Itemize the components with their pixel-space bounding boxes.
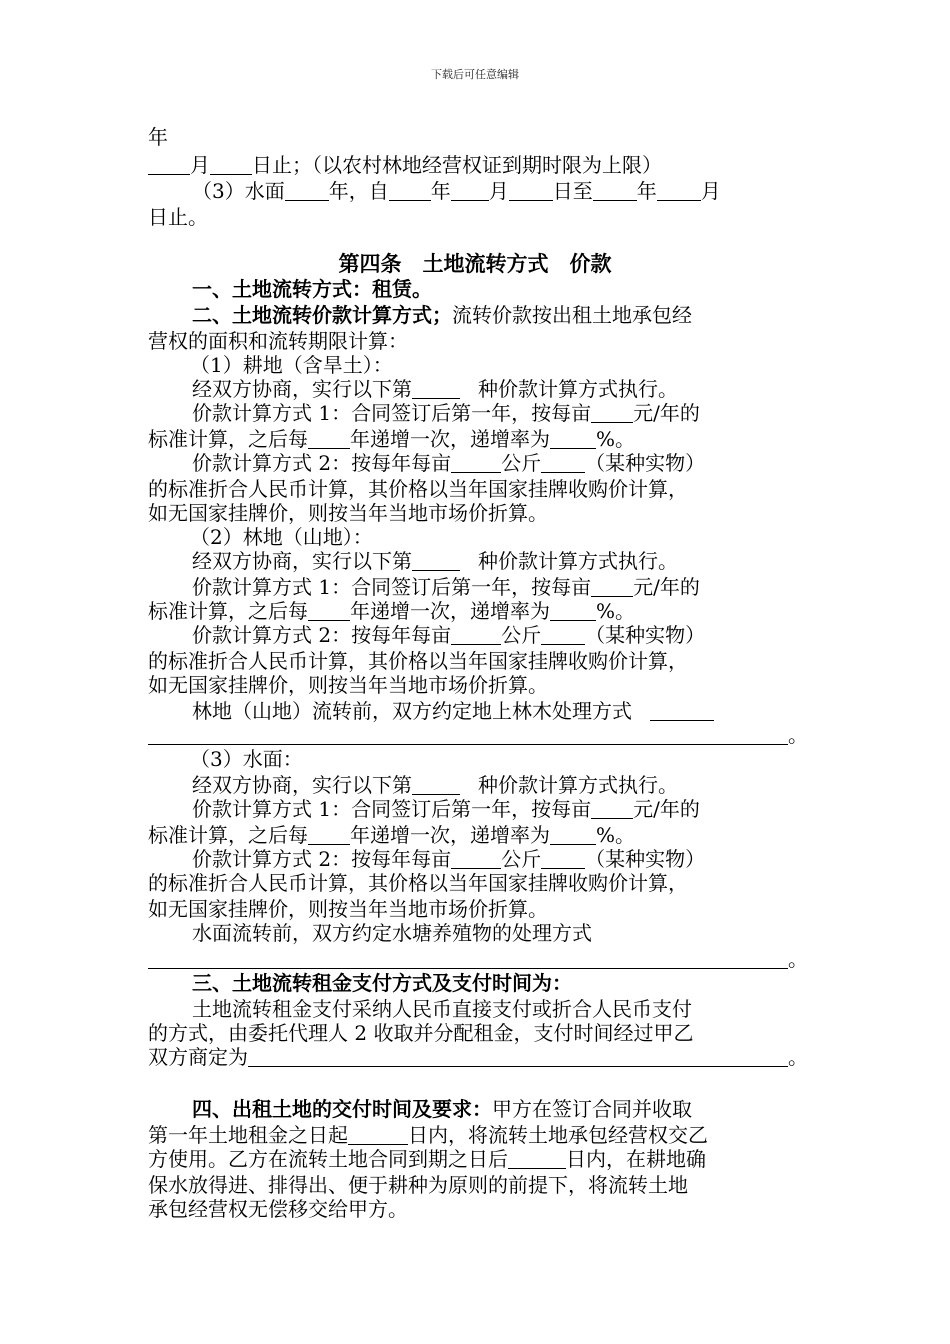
text-line <box>192 302 692 328</box>
text: 种价款计算方式执行。 <box>478 773 678 797</box>
text: 经双方协商，实行以下第 <box>192 773 412 797</box>
subsection-heading: （3）水面： <box>190 747 303 771</box>
text-line <box>192 574 700 600</box>
text-line <box>192 796 700 822</box>
text-line <box>192 450 705 476</box>
text-line: 的方式，由委托代理人 2 收取并分配租金，支付时间经过甲乙 <box>148 1021 694 1045</box>
text-line <box>192 622 705 648</box>
text-line <box>192 1096 692 1122</box>
section-heading: 一、土地流转方式：租赁。 <box>192 277 432 301</box>
text-line <box>148 204 208 230</box>
text-line <box>148 822 635 848</box>
text: 方使用。乙方在流转土地合同到期之日后 <box>148 1147 508 1171</box>
text: 价款计算方式 1：合同签订后第一年，按每亩 <box>192 401 592 425</box>
section-heading: 二、土地流转价款计算方式； <box>192 303 452 327</box>
text-line: 承包经营权无偿移交给甲方。 <box>148 1197 408 1221</box>
blank-line <box>541 848 585 869</box>
text-line: 如无国家挂牌价，则按当年当地市场价折算。 <box>148 897 548 921</box>
text-line <box>148 722 808 748</box>
text-line <box>148 946 808 972</box>
text: 日至 <box>552 179 593 203</box>
blank-line <box>541 452 585 473</box>
text: 第一年土地租金之日起 <box>148 1123 348 1147</box>
blank-line <box>412 550 460 571</box>
blank-line <box>650 700 714 721</box>
text-line <box>192 178 721 204</box>
text: 元/年的 <box>633 401 700 425</box>
text-line: 营权的面积和流转期限计算： <box>148 329 408 353</box>
blank-line <box>591 798 633 819</box>
text: 日内，将流转土地承包经营权交乙 <box>408 1123 708 1147</box>
text-line: 如无国家挂牌价，则按当年当地市场价折算。 <box>148 673 548 697</box>
blank-line <box>308 600 350 621</box>
text: %。 <box>596 823 636 847</box>
blank-line <box>308 824 350 845</box>
text-line <box>148 124 168 150</box>
text: （3）水面 <box>192 179 285 203</box>
blank-line <box>348 1124 408 1145</box>
text-line <box>192 698 714 724</box>
blank-line <box>451 452 501 473</box>
text: 公斤 <box>501 623 542 647</box>
blank-line <box>148 948 788 969</box>
text-line: 水面流转前，双方约定水塘养殖物的处理方式 <box>192 921 592 945</box>
blank-line <box>591 576 633 597</box>
text-line <box>148 1044 808 1070</box>
text: 年 <box>636 179 657 203</box>
blank-line <box>285 180 329 201</box>
text: 经双方协商，实行以下第 <box>192 549 412 573</box>
text: 。 <box>788 723 808 747</box>
text: 日内，在耕地确 <box>566 1147 706 1171</box>
blank-line <box>509 180 553 201</box>
text: 元/年的 <box>633 575 700 599</box>
text-line <box>192 400 700 426</box>
text: 月 <box>488 179 509 203</box>
blank-line <box>148 724 788 745</box>
text: 双方商定为 <box>148 1045 248 1069</box>
blank-line <box>541 624 585 645</box>
text: 日止。 <box>148 205 208 229</box>
text: 月 <box>190 153 210 177</box>
text: 流转价款按出租土地承包经 <box>452 303 692 327</box>
blank-line <box>412 774 460 795</box>
text: 元/年的 <box>633 797 700 821</box>
text: %。 <box>596 599 636 623</box>
blank-line <box>148 154 190 175</box>
blank-line <box>210 154 252 175</box>
blank-line <box>308 428 350 449</box>
subsection-heading: （2）林地（山地）： <box>190 525 373 549</box>
text-line: 的标准折合人民币计算，其价格以当年国家挂牌收购价计算， <box>148 477 688 501</box>
text-line <box>148 426 635 452</box>
text: （某种实物） <box>585 623 706 647</box>
section-heading: 四、出租土地的交付时间及要求： <box>192 1097 492 1121</box>
text: 价款计算方式 1：合同签订后第一年，按每亩 <box>192 575 592 599</box>
blank-line <box>593 180 637 201</box>
blank-line <box>550 824 596 845</box>
text-line: 的标准折合人民币计算，其价格以当年国家挂牌收购价计算， <box>148 649 688 673</box>
text: 年递增一次，递增率为 <box>350 823 550 847</box>
text: 。 <box>788 1045 808 1069</box>
text: 公斤 <box>501 847 542 871</box>
blank-line <box>248 1046 788 1067</box>
text: 标准计算，之后每 <box>148 427 308 451</box>
text: 林地（山地）流转前，双方约定地上林木处理方式 <box>192 699 632 723</box>
text: 标准计算，之后每 <box>148 599 308 623</box>
text: 标准计算，之后每 <box>148 823 308 847</box>
text: 年 <box>430 179 451 203</box>
text-line: 土地流转租金支付采纳人民币直接支付或折合人民币支付 <box>192 997 692 1021</box>
article-title: 第四条 土地流转方式 价款 <box>338 251 612 276</box>
section-heading: 三、土地流转租金支付方式及支付时间为： <box>192 971 572 995</box>
blank-line <box>412 378 460 399</box>
blank-line <box>389 180 431 201</box>
text: 年递增一次，递增率为 <box>350 599 550 623</box>
text-line <box>148 1146 706 1172</box>
page-header: 下载后可任意编辑 <box>431 68 519 81</box>
blank-line <box>451 624 501 645</box>
text: 日止；（以农村林地经营权证到期时限为上限） <box>252 153 662 177</box>
text-line <box>192 548 678 574</box>
text: 种价款计算方式执行。 <box>478 377 678 401</box>
text: （某种实物） <box>585 451 706 475</box>
blank-line <box>508 1148 566 1169</box>
text: 年 <box>148 125 168 149</box>
text: 月 <box>700 179 721 203</box>
text-line: 如无国家挂牌价，则按当年当地市场价折算。 <box>148 501 548 525</box>
text: 。 <box>788 947 808 971</box>
subsection-heading: （1）耕地（含旱土）： <box>190 353 393 377</box>
text: 价款计算方式 2：按每年每亩 <box>192 623 452 647</box>
text-line <box>148 152 662 178</box>
text: 经双方协商，实行以下第 <box>192 377 412 401</box>
text: （某种实物） <box>585 847 706 871</box>
text: %。 <box>596 427 636 451</box>
blank-line <box>657 180 701 201</box>
text: 价款计算方式 1：合同签订后第一年，按每亩 <box>192 797 592 821</box>
text-line: 保水放得进、排得出、便于耕种为原则的前提下，将流转土地 <box>148 1173 688 1197</box>
blank-line <box>451 180 489 201</box>
blank-line <box>550 600 596 621</box>
blank-line <box>591 402 633 423</box>
text-line <box>148 1122 708 1148</box>
text-line <box>192 772 678 798</box>
blank-line <box>451 848 501 869</box>
text-line <box>148 598 635 624</box>
text: 价款计算方式 2：按每年每亩 <box>192 847 452 871</box>
text-line <box>192 376 678 402</box>
text: 年，自 <box>328 179 389 203</box>
text-line: 的标准折合人民币计算，其价格以当年国家挂牌收购价计算， <box>148 871 688 895</box>
text: 公斤 <box>501 451 542 475</box>
text: 价款计算方式 2：按每年每亩 <box>192 451 452 475</box>
text: 种价款计算方式执行。 <box>478 549 678 573</box>
text: 甲方在签订合同并收取 <box>492 1097 692 1121</box>
text: 年递增一次，递增率为 <box>350 427 550 451</box>
text-line <box>192 846 705 872</box>
blank-line <box>550 428 596 449</box>
